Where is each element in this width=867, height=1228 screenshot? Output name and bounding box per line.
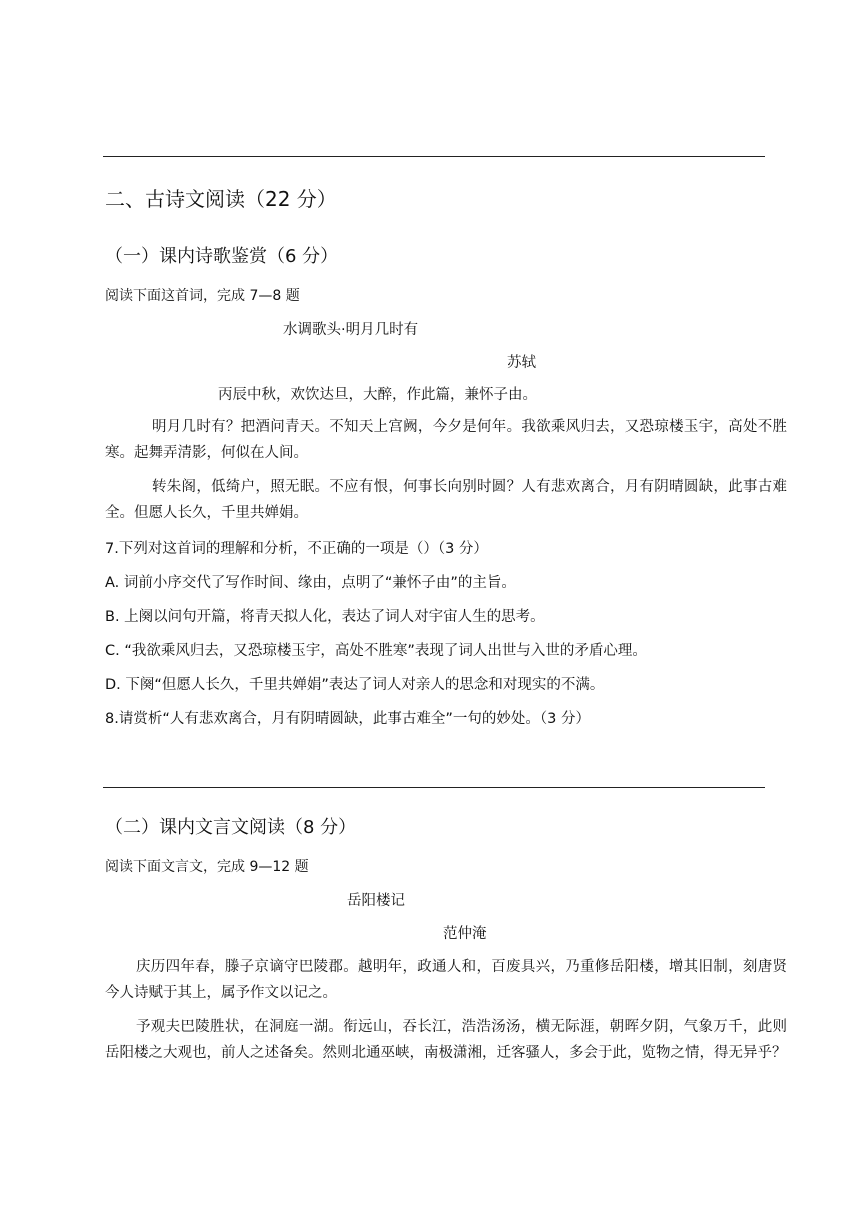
question-7-option-b: B. 上阕以问句开篇，将青天拟人化，表达了词人对宇宙人生的思考。 [105,609,545,625]
question-7: 7.下列对这首词的理解和分析，不正确的一项是（）（3 分） [105,541,488,557]
question-7-option-d: D. 下阕“但愿人长久，千里共婵娟”表达了词人对亲人的思念和对现实的不满。 [105,677,605,693]
part2-heading: （二）课内文言文阅读（8 分） [105,817,357,838]
question-7-option-a: A. 词前小序交代了写作时间、缘由，点明了“兼怀子由”的主旨。 [105,575,516,591]
part1-instruction: 阅读下面这首词，完成 7—8 题 [105,288,300,304]
text-paragraph-1: 庆历四年春，滕子京谪守巴陵郡。越明年，政通人和，百废具兴，乃重修岳阳楼，增其旧制，刻唐贤今人诗赋于其上，属予作文以记之。 [105,959,787,1001]
poem-author: 苏轼 [507,355,536,371]
poem-title: 水调歌头·明月几时有 [283,322,419,338]
poem-stanza-2: 转朱阁，低绮户，照无眠。不应有恨，何事长向别时圆？人有悲欢离合，月有阴晴圆缺，此事古难全。但愿人长久，千里共婵娟。 [105,479,787,521]
section-title: 二、古诗文阅读（22 分） [105,187,337,211]
text-paragraph-2: 予观夫巴陵胜状，在洞庭一湖。衔远山，吞长江，浩浩汤汤，横无际涯，朝晖夕阴，气象万千，此则岳阳楼之大观也，前人之述备矣。然则北通巫峡，南极潇湘，迁客骚人，多会于此，览物之情，得无异乎？ [105,1019,787,1061]
part2-instruction: 阅读下面文言文，完成 9—12 题 [105,859,309,875]
poem-preface: 丙辰中秋，欢饮达旦，大醉，作此篇，兼怀子由。 [218,387,537,403]
text-title: 岳阳楼记 [347,893,405,909]
poem-stanza-1: 明月几时有？把酒问青天。不知天上宫阙，今夕是何年。我欲乘风归去，又恐琼楼玉宇，高处不胜寒。起舞弄清影，何似在人间。 [105,419,787,461]
question-7-option-c: C. “我欲乘风归去，又恐琼楼玉宇，高处不胜寒”表现了词人出世与入世的矛盾心理。 [105,643,647,659]
part1-heading: （一）课内诗歌鉴赏（6 分） [105,246,339,267]
middle-divider [103,787,765,788]
question-8: 8.请赏析“人有悲欢离合，月有阴晴圆缺，此事古难全”一句的妙处。（3 分） [105,711,590,727]
top-divider [103,156,765,157]
text-author: 范仲淹 [443,926,487,942]
